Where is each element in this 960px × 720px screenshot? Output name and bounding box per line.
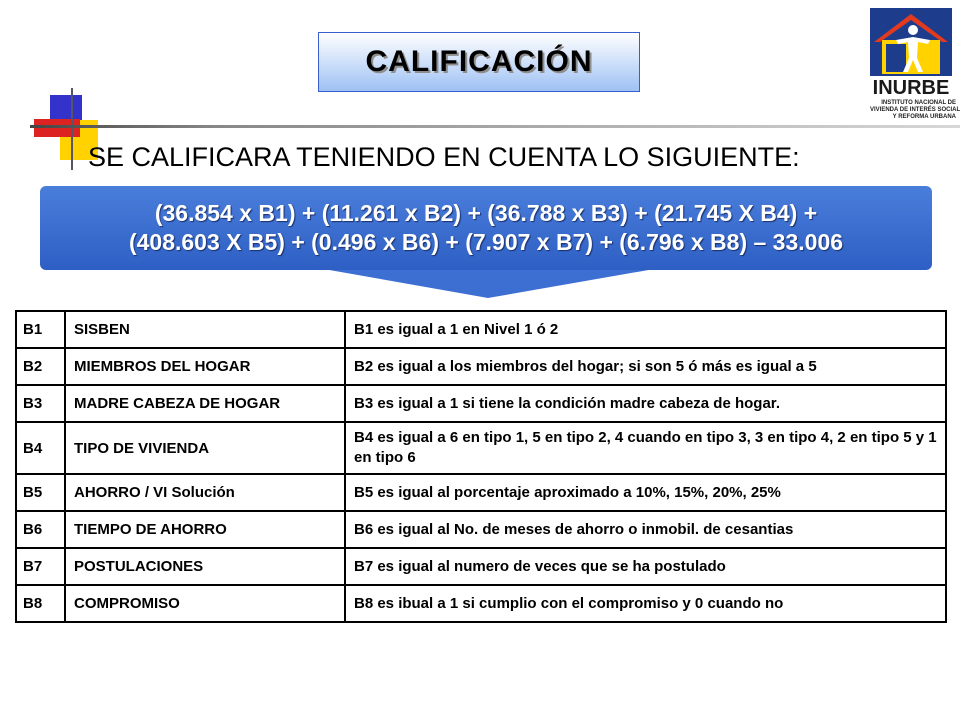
table-row [16, 474, 946, 511]
row-code: B4 [16, 422, 65, 474]
row-name: TIEMPO DE AHORRO [65, 511, 345, 548]
row-desc: B8 es ibual a 1 si cumplio con el compromiso y 0 cuando no [345, 585, 946, 622]
row-code: B2 [16, 348, 65, 385]
heading: SE CALIFICARA TENIENDO EN CUENTA LO SIGUIENTE: [88, 142, 800, 172]
logo-subtitle [870, 100, 960, 121]
row-name: TIPO DE VIVIENDA [65, 422, 345, 474]
row-code: B3 [16, 385, 65, 422]
title-box [318, 32, 640, 92]
table-row [16, 585, 946, 622]
slide-title: CALIFICACIÓN [365, 45, 593, 78]
row-desc: B3 es igual a 1 si tiene la condición madre cabeza de hogar. [345, 385, 946, 422]
row-name: COMPROMISO [65, 585, 345, 622]
criteria-table [15, 310, 947, 623]
table-row [16, 348, 946, 385]
row-code: B6 [16, 511, 65, 548]
row-code: B1 [16, 311, 65, 348]
formula-box [40, 186, 932, 270]
decor-horizontal-rule [30, 125, 960, 128]
row-desc: B6 es igual al No. de meses de ahorro o inmobil. de cesantias [345, 511, 946, 548]
table-row [16, 311, 946, 348]
row-name: MIEMBROS DEL HOGAR [65, 348, 345, 385]
decor-vertical-line [71, 88, 73, 170]
row-code: B8 [16, 585, 65, 622]
logo-subtitle-line: VIVIENDA DE INTERÉS SOCIAL [870, 107, 960, 113]
table-row [16, 385, 946, 422]
row-name: SISBEN [65, 311, 345, 348]
logo-subtitle-line: INSTITUTO NACIONAL DE [881, 100, 956, 106]
formula-line-2: (408.603 X B5) + (0.496 x B6) + (7.907 x B7) + (6.796 x B8) – 33.006 [128, 229, 844, 255]
row-desc: B2 es igual a los miembros del hogar; si son 5 ó más es igual a 5 [345, 348, 946, 385]
table-row [16, 511, 946, 548]
row-desc: B4 es igual a 6 en tipo 1, 5 en tipo 2, 4 cuando en tipo 3, 3 en tipo 4, 2 en tipo 5 y 1 en tipo 6 [345, 422, 946, 474]
row-name: MADRE CABEZA DE HOGAR [65, 385, 345, 422]
row-code: B5 [16, 474, 65, 511]
logo-name: INURBE [872, 77, 950, 99]
row-name: POSTULACIONES [65, 548, 345, 585]
logo-subtitle-line: Y REFORMA URBANA [892, 114, 956, 120]
table-row [16, 548, 946, 585]
row-name: AHORRO / VI Solución [65, 474, 345, 511]
table-row [16, 422, 946, 474]
formula-line-1: (36.854 x B1) + (11.261 x B2) + (36.788 x B3) + (21.745 X B4) + [154, 200, 818, 226]
decor-red-bar [34, 119, 80, 137]
row-code: B7 [16, 548, 65, 585]
row-desc: B5 es igual al porcentaje aproximado a 10%, 15%, 20%, 25% [345, 474, 946, 511]
row-desc: B1 es igual a 1 en Nivel 1 ó 2 [345, 311, 946, 348]
row-desc: B7 es igual al numero de veces que se ha postulado [345, 548, 946, 585]
